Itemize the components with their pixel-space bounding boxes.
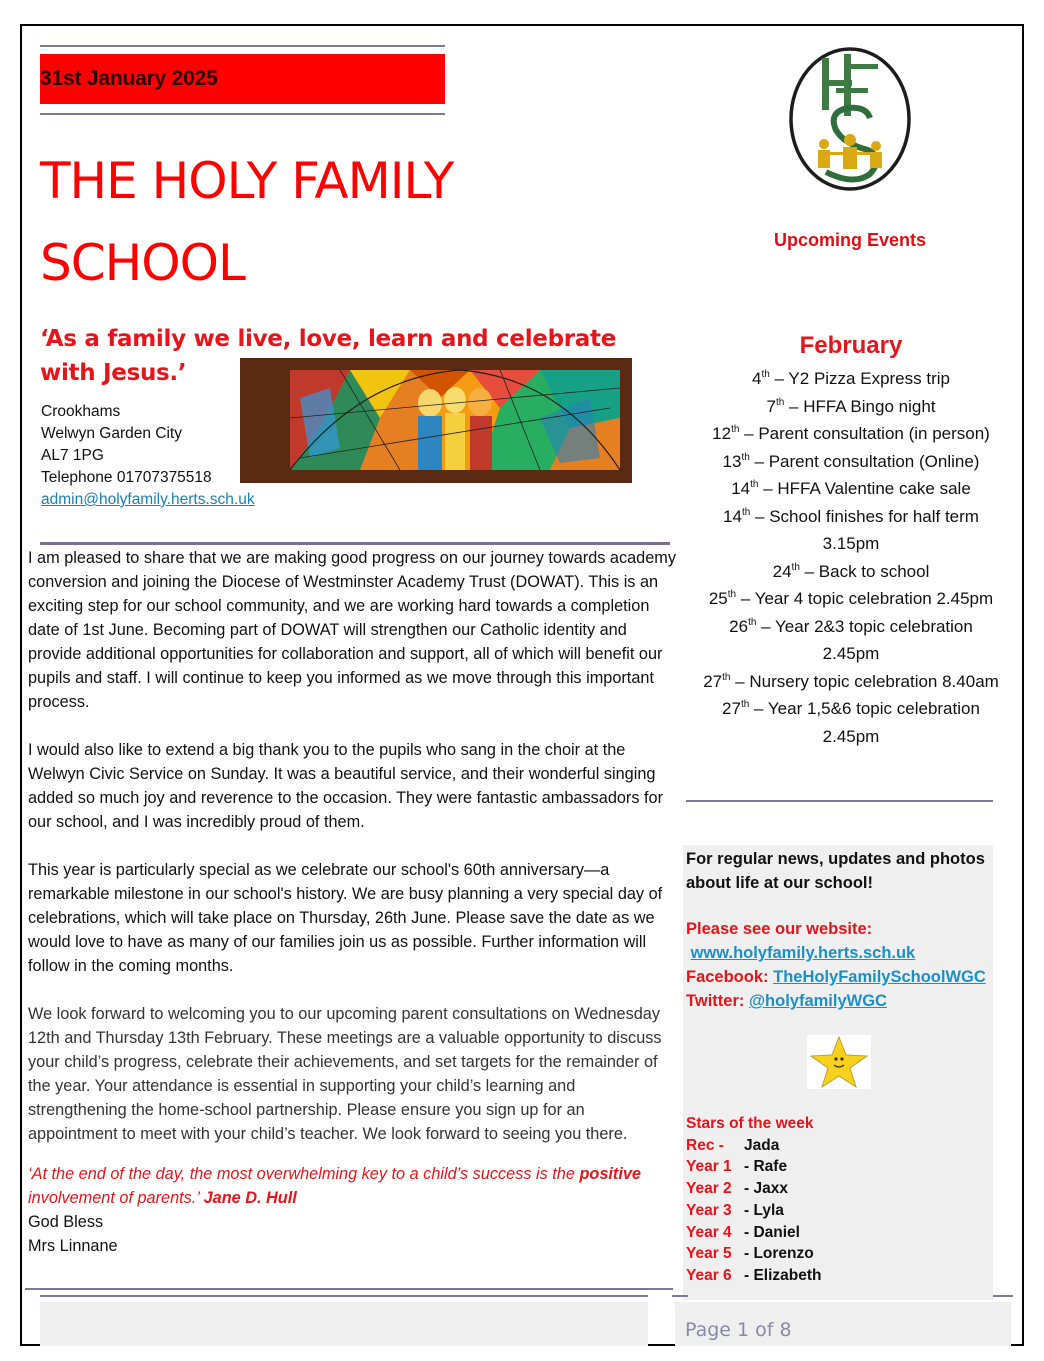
title-line-1: THE HOLY FAMILY: [40, 152, 454, 210]
event-item: 24th – Back to school: [772, 561, 930, 581]
star-row: Rec - Jada: [686, 1136, 780, 1154]
rule-right-footer-a: [672, 1295, 688, 1297]
events-month: February: [799, 332, 903, 359]
letter-signature: Mrs Linnane: [28, 1237, 118, 1255]
star-row: Year 4 - Daniel: [686, 1223, 800, 1241]
motto-line-1: ‘As a family we live, love, learn and celebrate: [40, 326, 616, 352]
twitter-label: Twitter:: [686, 992, 749, 1010]
star-image: [807, 1035, 871, 1089]
school-crest-logo: [788, 46, 912, 192]
event-item: 13th – Parent consultation (Online): [722, 451, 980, 471]
star-row: Year 5 - Lorenzo: [686, 1245, 814, 1263]
address-line-2: Welwyn Garden City: [41, 425, 182, 442]
address-line-1: Crookhams: [41, 403, 121, 420]
rule-bottom-1: [25, 1288, 673, 1290]
quote-tail: involvement of parents.’: [28, 1189, 204, 1207]
rule-above-letter: [40, 542, 670, 545]
events-list: [686, 330, 1016, 750]
news-panel: [683, 845, 993, 1300]
event-item: 27th – Year 1,5&6 topic celebration: [722, 699, 980, 718]
twitter-link[interactable]: @holyfamilyWGC: [748, 992, 887, 1010]
event-item: 4th – Y2 Pizza Express trip: [752, 369, 950, 388]
star-row: Year 1 - Rafe: [686, 1158, 788, 1176]
page-footer: [675, 1302, 1011, 1346]
rule-right-footer-b: [993, 1295, 1013, 1297]
letter-paragraph: This year is particularly special as we celebrate our school's 60th anniversary—a remarkable milestone in our school's history. We are busy planning a very special day of celebrations, which will take place on Thursday, 26th June. Please save the date as we would love to have as many of our families join us as possible. Further information will follow in the coming months.: [28, 861, 663, 975]
letter-closing: God Bless: [28, 1213, 104, 1231]
event-item: 25th – Year 4 topic celebration 2.45pm: [708, 589, 994, 608]
crest-icon: [788, 46, 912, 192]
letter-paragraph: I would also like to extend a big thank you to the pupils who sang in the choir at the Welwyn Civic Service on Sunday. It was a beautiful service, and their wonderful singing added so much joy and reverence to the occasion. They were fantastic ambassadors for our school, and I was incredibly proud of them.: [28, 741, 664, 831]
website-link[interactable]: www.holyfamily.herts.sch.uk: [690, 944, 916, 962]
facebook-link[interactable]: TheHolyFamilySchoolWGC: [773, 968, 986, 986]
motto-line-2: with Jesus.’: [40, 360, 187, 386]
event-item: 27th – Nursery topic celebration 8.40am: [703, 671, 999, 691]
star-row: Year 2 - Jaxx: [686, 1180, 788, 1198]
email-link[interactable]: admin@holyfamily.herts.sch.uk: [41, 491, 255, 508]
news-links: [686, 917, 986, 1013]
smiling-star-icon: [807, 1035, 871, 1089]
headteacher-letter: [28, 546, 678, 1258]
event-item-continued: 2.45pm: [822, 726, 880, 746]
event-item-continued: 3.15pm: [822, 534, 880, 553]
stars-heading: Stars of the week: [686, 1115, 814, 1132]
rule-bottom-2: [40, 1295, 648, 1297]
news-lead: For regular news, updates and photos about life at our school!: [686, 850, 985, 892]
quote-text: ‘At the end of the day, the most overwhelming key to a child’s success is the: [28, 1165, 580, 1183]
event-item: 14th – School finishes for half term: [723, 506, 979, 526]
page-number: Page 1 of 8: [685, 1319, 792, 1341]
star-row: Year 6 - Elizabeth: [686, 1266, 822, 1284]
title-line-2: SCHOOL: [40, 234, 245, 292]
letter-paragraph: We look forward to welcoming you to our upcoming parent consultations on Wednesday 12th and Thursday 13th February. These meetings are a valuable opportunity to discuss your child’s progress, celebrate their achievements, and set targets for the remainder of the year. Your attendance is essential in supporting your child’s learning and strengthening the home-school partnership. Please ensure you sign up for an appointment to meet with your child’s teacher. We look forward to seeing you there.: [28, 1005, 662, 1143]
upcoming-events-heading: Upcoming Events: [773, 230, 927, 250]
event-item: 12th – Parent consultation (in person): [712, 424, 990, 443]
school-title: [40, 140, 453, 304]
rule-under-date: [40, 113, 445, 115]
rule-top: [40, 45, 445, 47]
quote-emphasis: positive: [579, 1165, 641, 1183]
rule-right-column: [686, 800, 993, 802]
school-address: [41, 401, 255, 511]
footer-panel-left: [40, 1302, 648, 1346]
event-item: 7th – HFFA Bingo night: [766, 396, 936, 416]
stars-of-the-week: [686, 1113, 822, 1287]
stained-glass-icon: [240, 358, 632, 483]
stained-glass-image: [240, 358, 632, 483]
letter-paragraph: I am pleased to share that we are making good progress on our journey towards academy conversion and joining the Diocese of Westminster Academy Trust (DOWAT). This is an exciting step for our school community, and we are working hard towards a completion date of 1st June. Becoming part of DOWAT will strengthen our Catholic identity and provide additional opportunities for collaboration and support, all of which will benefit our pupils and staff. I will continue to keep you informed as we move through this important process.: [28, 549, 676, 711]
address-telephone: Telephone 01707375518: [41, 469, 212, 486]
event-item-continued: 2.45pm: [822, 644, 880, 663]
event-item: 14th – HFFA Valentine cake sale: [731, 479, 971, 498]
website-label: Please see our website:: [686, 920, 873, 938]
facebook-label: Facebook:: [686, 968, 774, 986]
date-banner: [40, 54, 445, 104]
event-item: 26th – Year 2&3 topic celebration: [729, 616, 973, 636]
newsletter-date: 31st January 2025: [40, 67, 218, 90]
star-row: Year 3 - Lyla: [686, 1201, 784, 1219]
address-postcode: AL7 1PG: [41, 447, 104, 464]
quote-author: Jane D. Hull: [203, 1189, 297, 1207]
parenting-quote: [28, 1162, 678, 1210]
